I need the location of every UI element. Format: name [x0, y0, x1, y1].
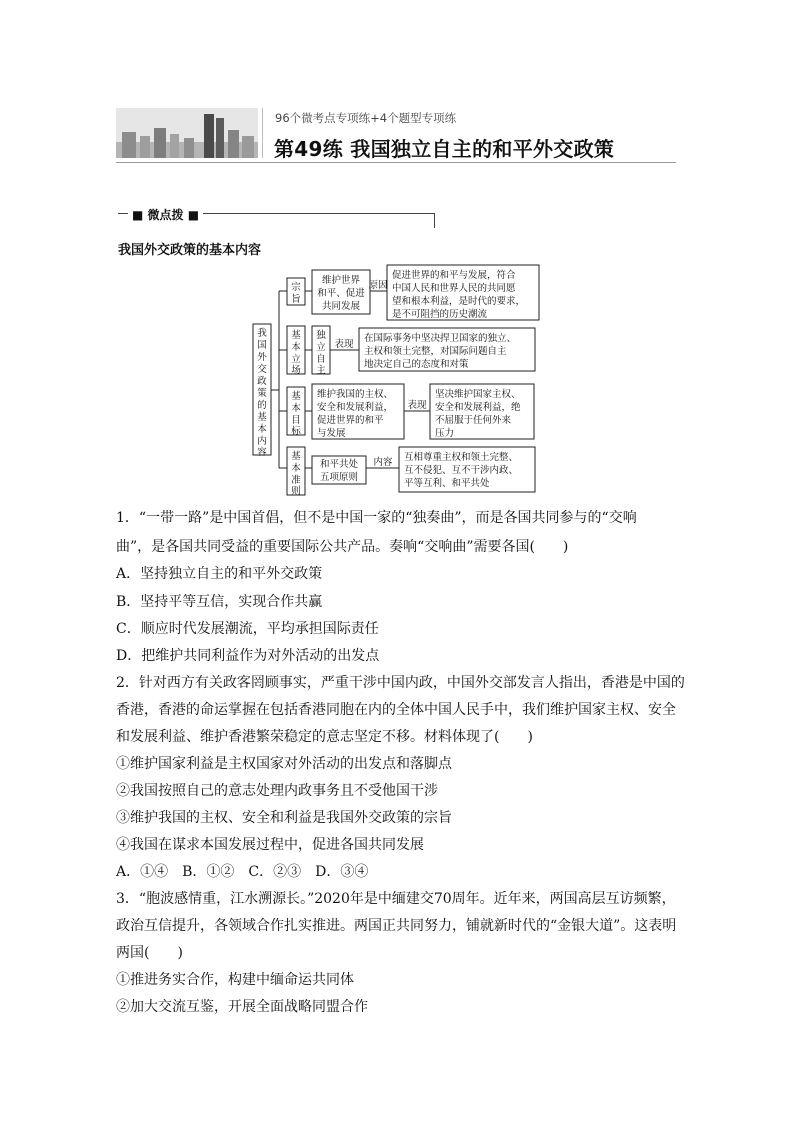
- branch-detail-line: 地决定自己的态度和对策: [364, 359, 469, 370]
- root-char: 内: [257, 436, 267, 447]
- branch-label-char: 基: [291, 391, 301, 402]
- branch-node-line: 和平共处: [319, 459, 359, 470]
- branch-node-line: 促进世界的和平: [317, 415, 384, 426]
- question-3-stem: 政治互信提升，各领域合作扎实推进。两国正共同努力，铺就新时代的“金银大道”。这表明: [116, 918, 677, 934]
- question-1-option-d: D．把维护共同利益作为对外活动的出发点: [116, 648, 380, 664]
- branch-node-line: 与发展: [317, 428, 346, 439]
- branch-label-char: 基: [291, 451, 301, 462]
- branch-label-char: 基: [291, 330, 301, 341]
- branch-detail-line: 压力: [435, 428, 455, 439]
- relation-label: 表现: [334, 339, 354, 350]
- branch-node-line: 五项原则: [319, 472, 359, 483]
- question-1-stem: 曲”，是各国共同受益的重要国际公共产品。奏响“交响曲”需要各国( ): [116, 539, 569, 555]
- branch-detail-line: 促进世界的和平与发展，符合: [392, 270, 516, 281]
- root-char: 的: [257, 400, 267, 411]
- root-char: 策: [257, 388, 267, 399]
- branch-label-char: 立: [291, 354, 301, 365]
- question-2-options: A．①④ B．①② C．②③ D．③④: [116, 864, 369, 880]
- question-1-stem: 1．“一带一路”是中国首倡，但不是中国一家的“独奏曲”，而是各国共同参与的“交响: [116, 510, 637, 526]
- branch-node-line: 独: [316, 330, 326, 341]
- branch-detail-line: 主权和领土完整，对国际问题自主: [364, 346, 507, 357]
- branch-principle: [291, 450, 518, 497]
- branch-node-line: 安全和发展利益，: [317, 402, 394, 413]
- question-2-stem: 香港，香港的命运掌握在包括香港同胞在内的全体中国人民手中，我们维护国家主权、安全: [116, 702, 676, 718]
- branch-detail-line: 望和根本利益，是时代的要求，: [392, 296, 526, 307]
- question-1-option-c: C．顺应时代发展潮流，平均承担国际责任: [116, 621, 379, 637]
- branch-purpose: [291, 269, 525, 320]
- root-char: 我: [257, 328, 267, 339]
- branch-detail-line: 坚决维护国家主权、: [435, 389, 521, 400]
- branch-label-char: 准: [291, 475, 301, 486]
- root-char: 政: [257, 376, 267, 387]
- root-char: 容: [257, 447, 267, 458]
- root-char: 国: [257, 340, 267, 351]
- branch-goal: [291, 388, 521, 439]
- root-char: 基: [257, 412, 267, 423]
- section-title: 我国外交政策的基本内容: [118, 243, 262, 258]
- relation-label: 表现: [407, 400, 427, 411]
- branch-detail-line: 平等互利、和平共处: [404, 478, 490, 489]
- root-char: 本: [257, 424, 267, 435]
- branch-node-line: 和平、促进: [317, 288, 365, 299]
- lesson-title: 第49练 我国独立自主的和平外交政策: [274, 137, 615, 161]
- branch-label-char: 则: [291, 486, 301, 497]
- series-label: 96个微考点专项练+4个题型专项练: [275, 111, 457, 125]
- branch-detail-line: 是不可阻挡的历史潮流: [392, 309, 488, 320]
- branch-node-line: 维护世界: [321, 275, 361, 286]
- branch-label-char: 场: [291, 365, 301, 376]
- branch-label-char: 宗: [291, 282, 301, 293]
- branch-node-line: 共同发展: [321, 301, 361, 312]
- question-3-stem: 两国( ): [116, 945, 183, 961]
- branch-detail-line: 在国际事务中坚决捍卫国家的独立、: [364, 333, 517, 344]
- branch-label-char: 本: [291, 342, 301, 353]
- branch-label-char: 本: [291, 403, 301, 414]
- question-1-option-a: A．坚持独立自主的和平外交政策: [116, 566, 323, 582]
- question-3-stem: 3．“胞波感情重，江水溯源长。”2020年是中缅建交70周年。近年来，两国高层互访频繁，: [116, 891, 676, 907]
- question-3-item-2: ②加大交流互鉴，开展全面战略同盟合作: [116, 999, 368, 1015]
- branch-detail-line: 中国人民和世界人民的共同愿: [392, 283, 516, 294]
- branch-node-line: 自: [316, 354, 326, 365]
- relation-label: 原因: [368, 280, 388, 291]
- question-2-item-3: ③维护我国的主权、安全和利益是我国外交政策的宗旨: [116, 810, 452, 826]
- branch-detail-line: 不屈服于任何外来: [435, 415, 512, 426]
- question-2-item-1: ①维护国家利益是主权国家对外活动的出发点和落脚点: [116, 756, 452, 772]
- branch-label-char: 标: [291, 426, 301, 437]
- root-label: [257, 327, 267, 458]
- relation-label: 内容: [373, 457, 393, 468]
- branch-detail-line: 安全和发展利益，绝: [435, 402, 521, 413]
- micro-point-label: ■ 微点拨 ■: [128, 206, 203, 223]
- branch-label-char: 旨: [291, 294, 301, 305]
- branch-detail-line: 互相尊重主权和领土完整、: [404, 452, 519, 463]
- question-2-item-2: ②我国按照自己的意志处理内政事务且不受他国干涉: [116, 783, 438, 799]
- question-1-option-b: B．坚持平等互信，实现合作共赢: [116, 594, 323, 610]
- foreign-policy-diagram: [0, 0, 794, 500]
- question-2-item-4: ④我国在谋求本国发展过程中，促进各国共同发展: [116, 837, 424, 853]
- branch-detail-line: 互不侵犯、互不干涉内政、: [404, 465, 519, 476]
- branch-stance: [291, 329, 516, 376]
- branch-label-char: 本: [291, 463, 301, 474]
- question-2-stem: 和发展利益、维护香港繁荣稳定的意志坚定不移。材料体现了( ): [116, 729, 533, 745]
- root-char: 外: [257, 352, 267, 363]
- branch-node-line: 主: [316, 365, 326, 376]
- root-char: 交: [257, 364, 267, 375]
- micro-point-label-text: 微点拨: [147, 208, 184, 222]
- question-2-stem: 2．针对西方有关政客罔顾事实，严重干涉中国内政，中国外交部发言人指出，香港是中国的: [116, 675, 685, 691]
- question-3-item-1: ①推进务实合作，构建中缅命运共同体: [116, 972, 354, 988]
- branch-node-line: 立: [316, 342, 326, 353]
- branch-node-line: 维护我国的主权、: [317, 389, 394, 400]
- branch-label-char: 目: [291, 415, 301, 426]
